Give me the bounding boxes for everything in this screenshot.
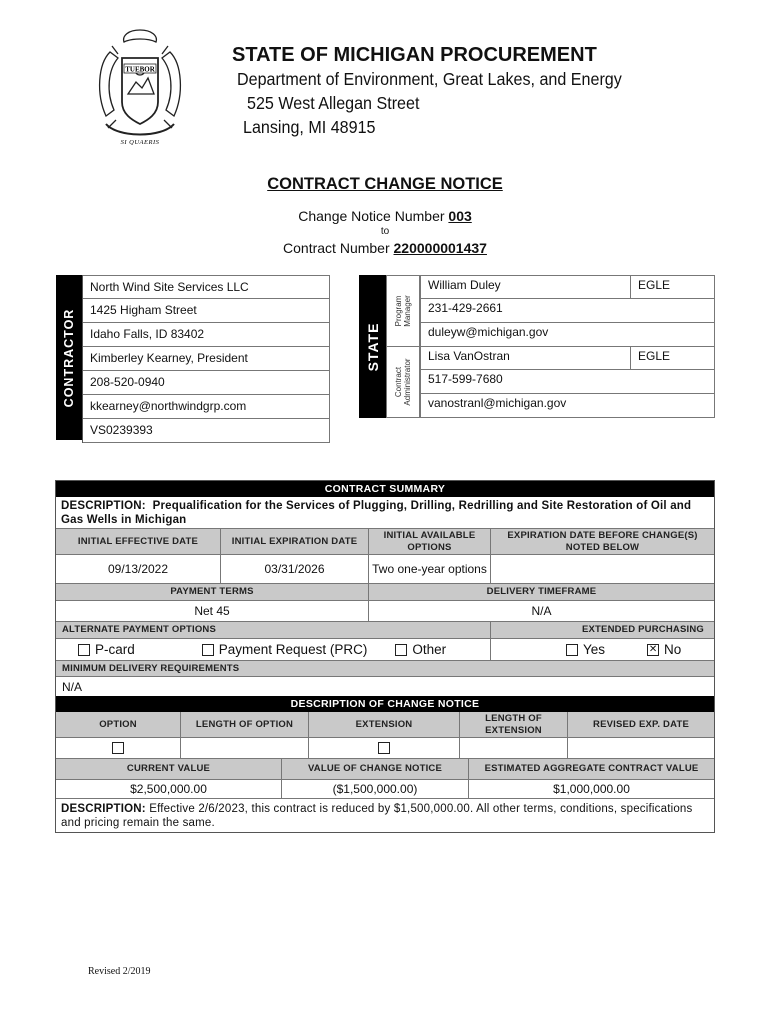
header-initial-available-options: INITIAL AVAILABLE OPTIONS	[369, 529, 491, 555]
ca-name: Lisa VanOstran	[428, 349, 510, 363]
alternate-payment-options-row	[56, 639, 491, 661]
pm-name: William Duley	[428, 278, 501, 292]
seal-motto-tuebor: TUEBOR	[125, 65, 155, 74]
pm-agency: EGLE	[630, 276, 670, 298]
other-option[interactable]: Other	[395, 642, 446, 657]
header-length-of-extension: LENGTH OF EXTENSION	[460, 712, 568, 738]
state-seal-logo	[88, 24, 192, 148]
header-alternate-payment-options: ALTERNATE PAYMENT OPTIONS	[56, 622, 491, 639]
contractor-info-table	[82, 275, 330, 443]
change-description: DESCRIPTION: Effective 2/6/2023, this contract is reduced by $1,500,000.00. All other terms, conditions, specifications and pricing remain the same.	[61, 803, 693, 829]
pcard-checkbox[interactable]	[78, 644, 90, 656]
header-delivery-timeframe: DELIVERY TIMEFRAME	[369, 584, 714, 601]
summary-description: DESCRIPTION: Prequalification for the Services of Plugging, Drilling, Redrilling and Site Restoration of Oil and Gas Wells in Michigan	[56, 497, 714, 529]
header-option: OPTION	[56, 712, 181, 738]
extension-checkbox[interactable]	[378, 742, 390, 754]
initial-available-options: Two one-year options	[369, 555, 491, 584]
state-label: STATE	[364, 322, 381, 371]
contractor-label-bar	[56, 275, 82, 440]
department-name: Department of Environment, Great Lakes, and Energy	[237, 69, 622, 89]
no-checkbox-checked[interactable]: ✕	[648, 643, 658, 655]
header-current-value: CURRENT VALUE	[56, 759, 282, 780]
header-expiration-before-change: EXPIRATION DATE BEFORE CHANGE(S) NOTED BELOW	[491, 529, 714, 555]
ca-agency: EGLE	[630, 347, 670, 369]
minimum-delivery: N/A	[62, 679, 83, 694]
header-initial-effective-date: INITIAL EFFECTIVE DATE	[56, 529, 221, 555]
contractor-contact: Kimberley Kearney, President	[83, 347, 330, 371]
pm-name-row	[420, 275, 715, 299]
contract-administrator-table	[420, 346, 715, 418]
pcard-option[interactable]: P-card	[78, 642, 135, 657]
notice-title: CONTRACT CHANGE NOTICE	[267, 175, 503, 193]
ca-name-row	[420, 346, 715, 370]
payment-terms: Net 45	[56, 601, 369, 622]
option-cell	[56, 738, 181, 759]
no-option[interactable]: ✕ No	[648, 642, 682, 657]
delivery-timeframe: N/A	[369, 601, 714, 622]
program-manager-table	[420, 275, 715, 347]
program-manager-role: Program Manager	[386, 275, 420, 347]
revised-exp-date-cell	[568, 738, 714, 759]
contractor-street: 1425 Higham Street	[83, 299, 330, 323]
prc-checkbox[interactable]	[202, 644, 214, 656]
contractor-vendor-id: VS0239393	[83, 419, 330, 443]
yes-checkbox[interactable]	[566, 644, 578, 656]
description-of-change-bar: DESCRIPTION OF CHANGE NOTICE	[56, 696, 714, 712]
contractor-phone: 208-520-0940	[83, 371, 330, 395]
extension-cell	[309, 738, 460, 759]
header-revised-exp-date: REVISED EXP. DATE	[568, 712, 714, 738]
header-length-of-option: LENGTH OF OPTION	[181, 712, 309, 738]
contract-administrator-role: Contract Administrator	[386, 346, 420, 418]
contractor-label: CONTRACTOR	[62, 308, 76, 407]
ca-phone: 517-599-7680	[420, 370, 715, 394]
current-value: $2,500,000.00	[56, 780, 282, 799]
estimated-aggregate-value: $1,000,000.00	[469, 780, 714, 799]
page-title: STATE OF MICHIGAN PROCUREMENT	[232, 44, 597, 66]
value-of-change: ($1,500,000.00)	[282, 780, 469, 799]
header-extended-purchasing: EXTENDED PURCHASING	[491, 622, 714, 639]
contract-summary-bar: CONTRACT SUMMARY	[56, 481, 714, 497]
prc-option[interactable]: Payment Request (PRC)	[202, 642, 368, 657]
seal-motto-si-quaeris: SI QUAERIS	[120, 139, 160, 146]
contract-number: Contract Number 220000001437	[283, 240, 487, 256]
initial-expiration-date: 03/31/2026	[221, 555, 369, 584]
street-address: 525 West Allegan Street	[247, 93, 420, 113]
initial-effective-date: 09/13/2022	[56, 555, 221, 584]
change-notice-number: Change Notice Number 003	[298, 208, 472, 224]
contractor-company: North Wind Site Services LLC	[83, 275, 330, 299]
contractor-city: Idaho Falls, ID 83402	[83, 323, 330, 347]
yes-option[interactable]: Yes	[566, 642, 605, 657]
header-estimated-aggregate: ESTIMATED AGGREGATE CONTRACT VALUE	[469, 759, 714, 780]
option-checkbox[interactable]	[112, 742, 124, 754]
change-number-value: 003	[448, 208, 472, 224]
header-payment-terms: PAYMENT TERMS	[56, 584, 369, 601]
other-checkbox[interactable]	[395, 644, 407, 656]
state-label-bar	[359, 275, 386, 418]
length-of-extension-cell	[460, 738, 568, 759]
expiration-before-change	[491, 555, 714, 584]
contractor-email: kkearney@northwindgrp.com	[83, 395, 330, 419]
revision-footer: Revised 2/2019	[88, 966, 151, 977]
to-label: to	[380, 226, 390, 237]
contract-number-value: 220000001437	[393, 240, 487, 256]
header-value-of-change: VALUE OF CHANGE NOTICE	[282, 759, 469, 780]
extended-purchasing-row	[491, 639, 714, 661]
pm-email: duleyw@michigan.gov	[420, 323, 715, 347]
pm-phone: 231-429-2661	[420, 299, 715, 323]
contract-summary-table	[55, 480, 715, 833]
header-extension: EXTENSION	[309, 712, 460, 738]
header-initial-expiration-date: INITIAL EXPIRATION DATE	[221, 529, 369, 555]
header-minimum-delivery: MINIMUM DELIVERY REQUIREMENTS	[56, 661, 714, 677]
city-address: Lansing, MI 48915	[243, 117, 376, 137]
length-of-option-cell	[181, 738, 309, 759]
ca-email: vanostranl@michigan.gov	[420, 394, 715, 418]
